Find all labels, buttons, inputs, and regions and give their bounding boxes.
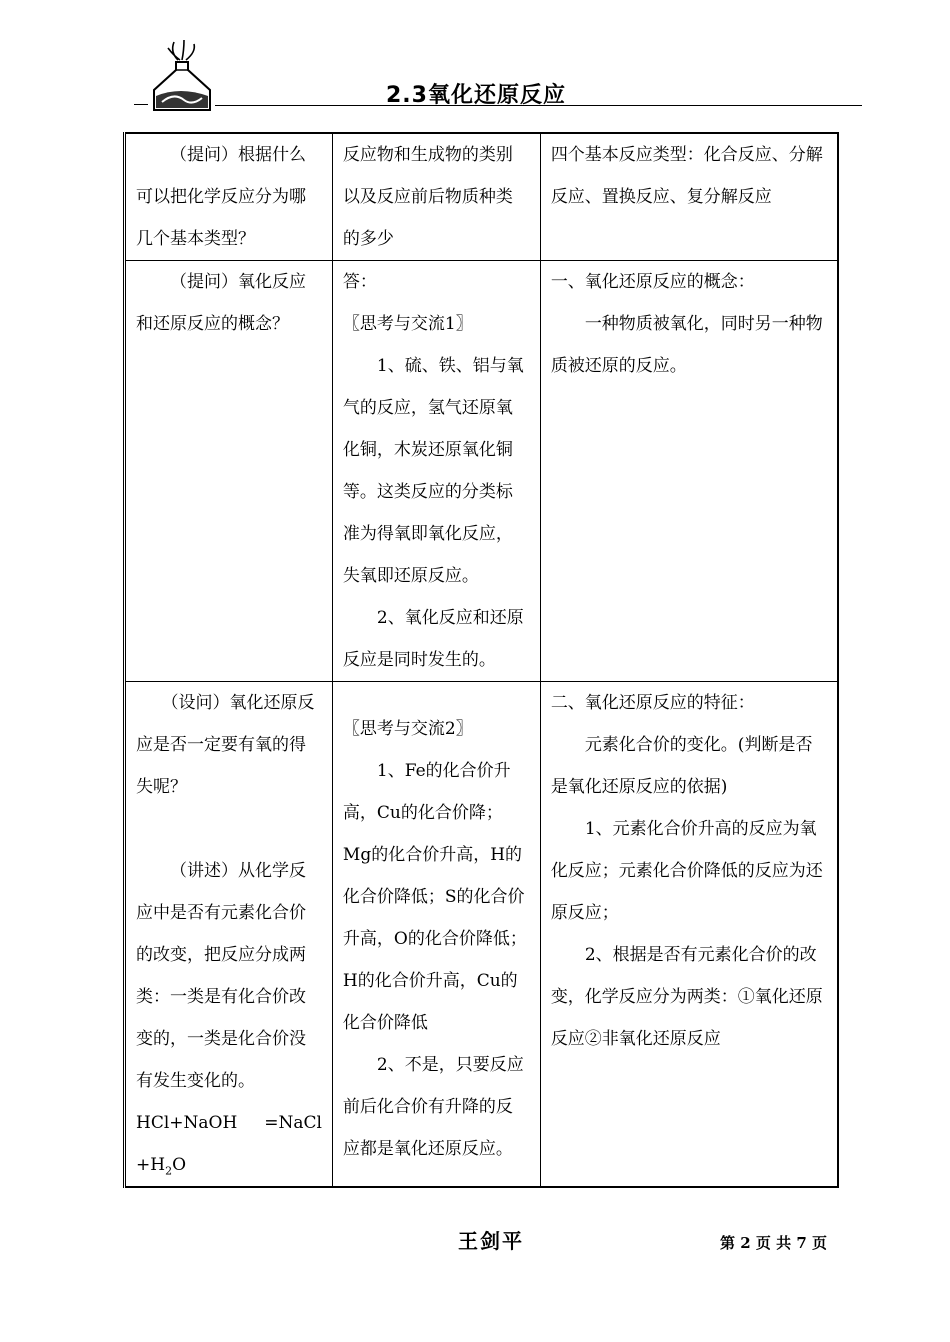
table-row (125, 682, 839, 1188)
notes-cell (540, 133, 838, 261)
teacher-cell (125, 261, 333, 682)
flask-logo-icon (140, 38, 224, 116)
equation-line: HCl+NaOH =NaCl (136, 1113, 322, 1133)
page-title: 2.3氧化还原反应 (386, 83, 566, 108)
teacher-cell (125, 682, 333, 1188)
author-name: 王剑平 (458, 1229, 524, 1253)
cell-text: （设问）氧化还原反应是否一定要有氧的得失呢？ (136, 693, 315, 797)
cell-text: 四个基本反应类型：化合反应、分解反应、置换反应、复分解反应 (550, 145, 823, 207)
student-cell (332, 133, 540, 261)
cell-text: 1、硫、铁、铝与氧气的反应，氢气还原氧化铜，木炭还原氧化铜等。这类反应的分类标准为得氧即氧化反应，失氧即还原反应。 (342, 356, 524, 586)
header-rule-left (134, 104, 148, 105)
cell-text: 〖思考与交流1〗 (342, 314, 473, 334)
cell-text: 一、氧化还原反应的概念： (550, 272, 755, 292)
table-row (125, 133, 839, 261)
notes-cell (540, 682, 838, 1188)
cell-text: 元素化合价的变化。(判断是否是氧化还原反应的依据) (550, 735, 813, 797)
page-number: 第 2 页 共 7 页 (720, 1234, 827, 1252)
lesson-table (123, 132, 839, 1188)
student-cell (332, 682, 540, 1188)
cell-text: 2、氧化反应和还原反应是同时发生的。 (342, 608, 524, 670)
cell-text: 反应物和生成物的类别以及反应前后物质种类的多少 (342, 145, 513, 249)
cell-text: （提问）根据什么可以把化学反应分为哪几个基本类型？ (136, 145, 306, 249)
teacher-cell (125, 133, 333, 261)
cell-text: 2、不是，只要反应前后化合价有升降的反应都是氧化还原反应。 (342, 1055, 524, 1159)
cell-text: 一种物质被氧化，同时另一种物质被还原的反应。 (550, 314, 823, 376)
table-row (125, 261, 839, 682)
cell-text: 二、氧化还原反应的特征： (550, 693, 755, 713)
cell-text: 2、根据是否有元素化合价的改变，化学反应分为两类：①氧化还原反应②非氧化还原反应 (550, 945, 823, 1049)
notes-cell (540, 261, 838, 682)
equation-line: $+H_2O$ (136, 1155, 187, 1178)
cell-text: 〖思考与交流2〗 (342, 719, 473, 739)
student-cell (332, 261, 540, 682)
cell-text: 1、Fe的化合价升高，Cu的化合价降；Mg的化合价升高，H的化合价降低；S的化合价升高，O的化合价降低；H的化合价升高，Cu的化合价降低 (342, 761, 527, 1033)
cell-text: 1、元素化合价升高的反应为氧化反应；元素化合价降低的反应为还原反应； (550, 819, 823, 923)
cell-text: （讲述）从化学反应中是否有元素化合价的改变，把反应分成两类：一类是有化合价改变的，一类是化合价没有发生变化的。 (136, 861, 306, 1091)
cell-text: （提问）氧化反应和还原反应的概念？ (136, 272, 306, 334)
cell-text: 答： (342, 272, 377, 292)
